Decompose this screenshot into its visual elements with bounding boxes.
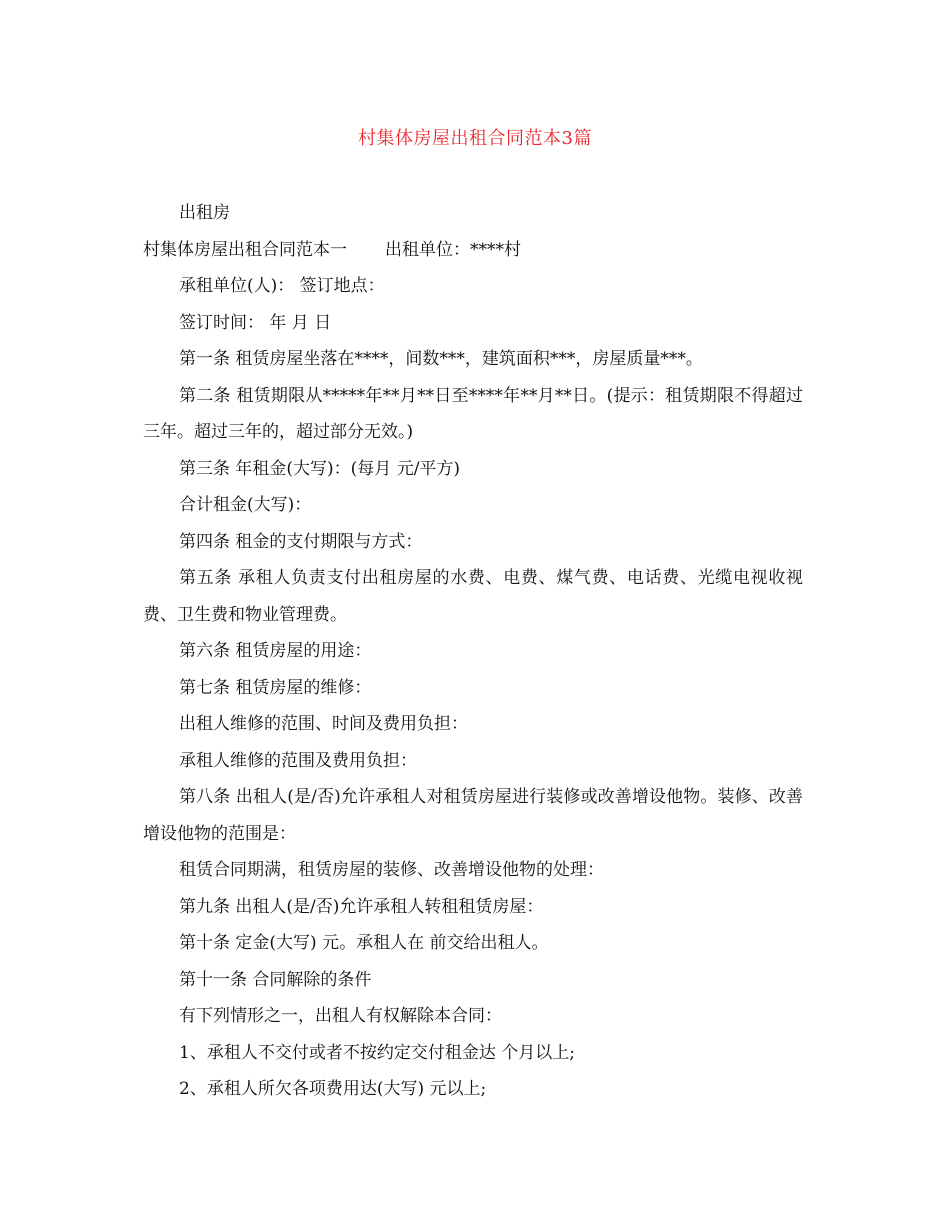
document-body	[143, 195, 803, 1108]
paragraph: 承租单位(人)： 签订地点：	[179, 276, 385, 296]
paragraph: 有下列情形之一，出租人有权解除本合同：	[179, 1006, 502, 1026]
paragraph: 第十一条 合同解除的条件	[179, 969, 372, 990]
paragraph: 第一条 租赁房屋坐落在****，间数***，建筑面积***，房屋质量***。	[179, 349, 703, 369]
paragraph: 租赁合同期满，租赁房屋的装修、改善增设他物的处理：	[179, 860, 604, 880]
paragraph: 第四条 租金的支付期限与方式：	[179, 531, 423, 552]
paragraph: 第二条 租赁期限从*****年**月**日至****年**月**日。(提示：租赁期限不得超过三年。超过三年的，超过部分无效。)	[143, 385, 803, 442]
paragraph: 出租房	[179, 203, 230, 223]
paragraph: 第六条 租赁房屋的用途：	[179, 641, 372, 661]
paragraph: 第七条 租赁房屋的维修：	[179, 677, 372, 698]
paragraph: 合计租金(大写)：	[179, 495, 312, 515]
paragraph: 第九条 出租人(是/否)允许承租人转租租赁房屋：	[179, 896, 544, 917]
paragraph: 2、承租人所欠各项费用达(大写) 元以上;	[179, 1079, 487, 1099]
paragraph: 签订时间： 年 月 日	[179, 312, 332, 333]
lessor-unit: 出租单位：****村	[385, 239, 521, 260]
paragraph-contract-heading	[143, 232, 803, 269]
paragraph: 第三条 年租金(大写)：(每月 元/平方)	[179, 458, 461, 479]
paragraph: 第五条 承租人负责支付出租房屋的水费、电费、煤气费、电话费、光缆电视收视费、卫生费和物业管理费。	[143, 568, 803, 625]
paragraph: 第十条 定金(大写) 元。承租人在 前交给出租人。	[179, 933, 549, 953]
paragraph: 1、承租人不交付或者不按约定交付租金达 个月以上;	[179, 1042, 575, 1063]
paragraph: 出租人维修的范围、时间及费用负担：	[179, 714, 468, 734]
paragraph: 第八条 出租人(是/否)允许承租人对租赁房屋进行装修或改善增设他物。装修、改善增设他物的范围是：	[143, 787, 803, 844]
paragraph: 承租人维修的范围及费用负担：	[179, 750, 417, 771]
contract-subtitle: 村集体房屋出租合同范本一	[143, 239, 347, 260]
document-title: 村集体房屋出租合同范本3篇	[358, 128, 592, 149]
